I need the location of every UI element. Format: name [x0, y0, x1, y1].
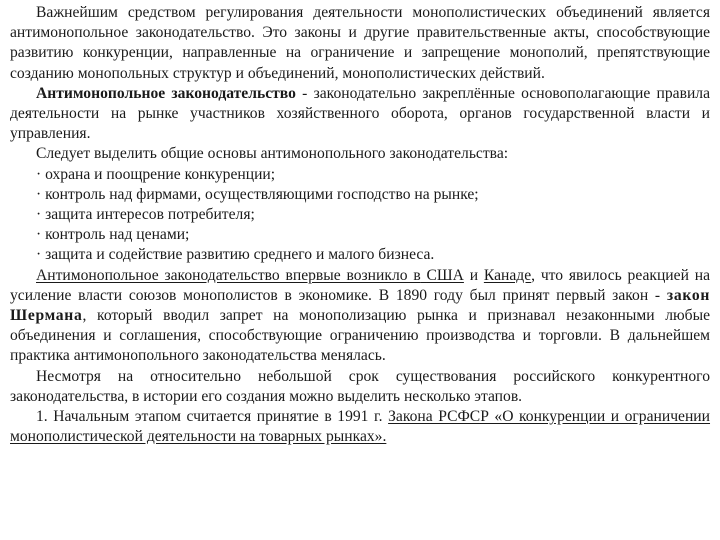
- bullet-item: · защита и содействие развитию среднего и малого бизнеса.: [36, 246, 435, 264]
- link-rsfsr-law[interactable]: Закона РСФСР «О конкуренции и ограничении монополистической деятельности на товарных рынках».: [10, 408, 711, 446]
- history-text-end: , который вводил запрет на монополизацию рынка и признавал незаконными любые объединения и соглашения, способствующие ограничению производства и торговли. В дальнейшем практика антимонопольного законодательства менялась.: [10, 307, 710, 365]
- bullet-item: · защита интересов потребителя;: [36, 206, 255, 224]
- paragraph-definition: [10, 84, 710, 145]
- bullet-item: · охрана и поощрение конкуренции;: [36, 165, 276, 183]
- definition-text: - законодательно закреплённые основополагающие правила деятельности на рынке участников хозяйственного оборота, органов государственной власти и управления.: [10, 84, 711, 143]
- sherman-law-term: закон Шермана: [10, 286, 710, 325]
- link-antimonopoly-origin[interactable]: Антимонопольное законодательство впервые возникло в: [36, 266, 421, 284]
- paragraph-intro: Важнейшим средством регулирования деятельности монополистических объединений является антимонопольное законодательство. Это законы и другие правительственные акты, способствующие развитию конкуренции, направленные на ограничение и запрещение монополий, препятствующие созданию монопольных структур и объединений, монополистических действий.: [10, 4, 710, 82]
- history-text: , что явилось реакцией на усиление власти союзов монополистов в экономике. В 1890 году был принят первый закон -: [10, 266, 710, 304]
- bullet-item: · контроль над ценами;: [36, 226, 190, 244]
- paragraph-history: [10, 266, 710, 367]
- paragraph-basics-heading: Следует выделить общие основы антимонопольного законодательства:: [36, 145, 509, 163]
- bullet-item: · контроль над фирмами, осуществляющими господство на рынке;: [36, 185, 479, 203]
- link-usa[interactable]: США: [426, 266, 464, 284]
- paragraph-russian-history: Несмотря на относительно небольшой срок существования российского конкурентного законодательства, в истории его создания можно выделить несколько этапов.: [10, 367, 710, 405]
- paragraph-stage-one: [10, 407, 710, 447]
- stage-one-text: 1. Начальным этапом считается принятие в 1991 г.: [36, 408, 389, 426]
- term-antimonopoly-law: Антимонопольное законодательство: [36, 84, 296, 102]
- link-canada[interactable]: Канаде: [483, 266, 532, 284]
- conjunction-text: и: [463, 266, 484, 284]
